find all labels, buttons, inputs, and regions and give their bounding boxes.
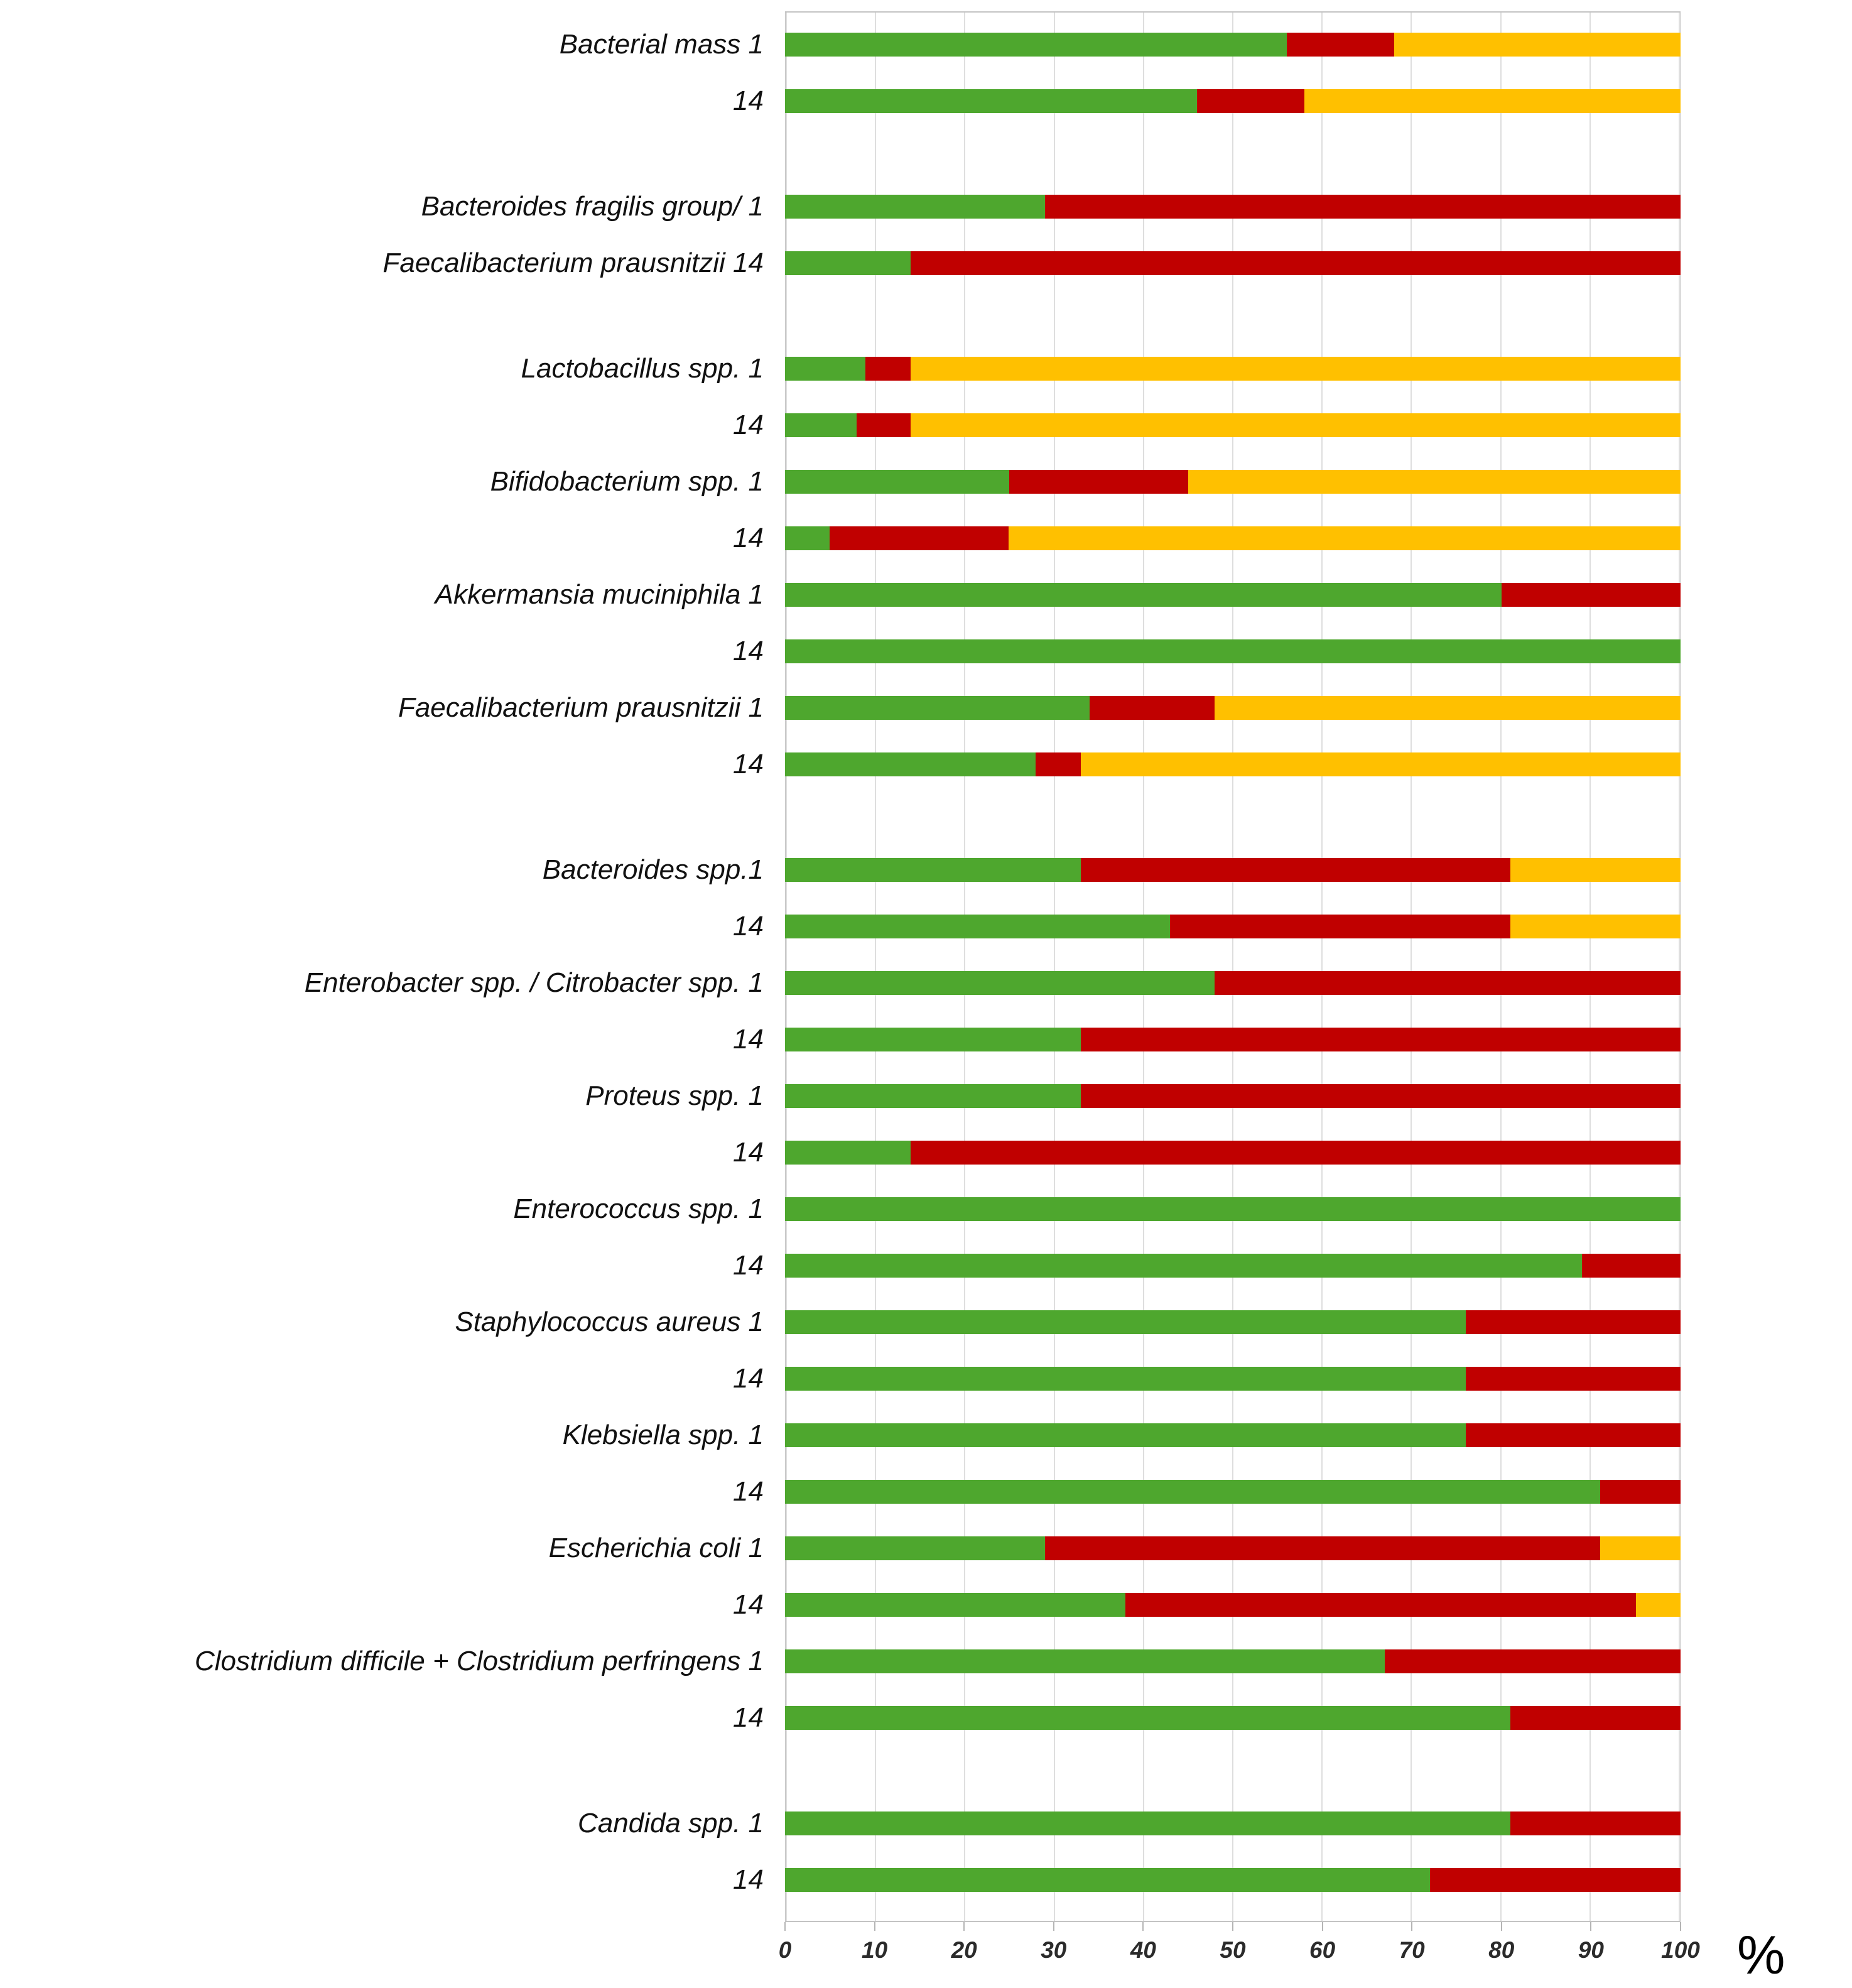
bar-segment-red — [1510, 1811, 1681, 1835]
chart-row — [0, 567, 1852, 623]
chart-row — [0, 178, 1852, 235]
bar-segment-red — [1466, 1310, 1681, 1334]
row-label: Bacteroides spp.1 — [542, 854, 764, 885]
x-axis-tick — [1680, 1922, 1681, 1931]
row-label: 14 — [733, 410, 764, 440]
x-axis-tick — [1411, 1922, 1412, 1931]
bar-segment-orange — [1304, 89, 1681, 113]
bar-segment-orange — [1510, 915, 1681, 938]
bar-segment-green — [785, 752, 1036, 776]
bar-segment-green — [785, 470, 1009, 494]
bar-segment-green — [785, 1367, 1466, 1391]
chart-row — [0, 235, 1852, 291]
percent-axis-label: % — [1737, 1925, 1785, 1985]
bar-segment-red — [1430, 1868, 1681, 1892]
bar-segment-green — [785, 1141, 911, 1165]
bar-segment-green — [785, 357, 865, 381]
bar-segment-green — [785, 1310, 1466, 1334]
bar-segment-orange — [1009, 526, 1681, 550]
bar-segment-green — [785, 1536, 1045, 1560]
bar-segment-green — [785, 526, 830, 550]
bar-segment-red — [1036, 752, 1080, 776]
chart-row — [0, 1690, 1852, 1746]
bar-segment-orange — [911, 357, 1681, 381]
bar-segment-red — [1466, 1367, 1681, 1391]
bar-segment-green — [785, 1423, 1466, 1447]
bar-track — [785, 1593, 1681, 1617]
chart-row — [0, 736, 1852, 793]
bar-segment-red — [1510, 1706, 1681, 1730]
bar-track — [785, 696, 1681, 720]
bar-segment-green — [785, 1254, 1582, 1278]
bar-track — [785, 526, 1681, 550]
row-label: Faecalibacterium prausnitzii 14 — [382, 247, 764, 278]
row-label: Bacterial mass 1 — [559, 29, 764, 60]
x-axis-tick — [874, 1922, 875, 1931]
bar-track — [785, 583, 1681, 607]
row-label: 14 — [733, 85, 764, 116]
row-label: Proteus spp. 1 — [585, 1080, 764, 1111]
x-axis-tick — [963, 1922, 965, 1931]
chart-row — [0, 340, 1852, 397]
bar-track — [785, 251, 1681, 275]
row-label: Bifidobacterium spp. 1 — [490, 466, 764, 497]
row-label: 14 — [733, 1137, 764, 1168]
bar-segment-green — [785, 696, 1090, 720]
bar-track — [785, 752, 1681, 776]
bar-segment-red — [1081, 858, 1510, 882]
chart-row — [0, 1852, 1852, 1908]
bar-track — [785, 1536, 1681, 1560]
x-axis-tick — [1590, 1922, 1591, 1931]
bar-track — [785, 971, 1681, 995]
bar-track — [785, 1197, 1681, 1221]
x-axis-tick — [1322, 1922, 1323, 1931]
bar-segment-orange — [1081, 752, 1681, 776]
chart-row — [0, 1350, 1852, 1407]
chart-row — [0, 1294, 1852, 1350]
chart-row — [0, 842, 1852, 898]
bar-segment-red — [1170, 915, 1510, 938]
row-label: Candida spp. 1 — [578, 1808, 764, 1839]
bar-segment-red — [1502, 583, 1681, 607]
chart-row — [0, 1181, 1852, 1237]
row-label: 14 — [733, 911, 764, 942]
bar-segment-red — [1215, 971, 1681, 995]
bar-track — [785, 1811, 1681, 1835]
bar-segment-red — [1287, 33, 1394, 57]
bar-segment-green — [785, 639, 1681, 663]
bar-segment-green — [785, 971, 1215, 995]
bar-segment-green — [785, 1197, 1681, 1221]
bar-segment-red — [857, 413, 911, 437]
chart-row — [0, 955, 1852, 1011]
x-axis-tick — [1232, 1922, 1233, 1931]
bar-segment-red — [1385, 1649, 1681, 1673]
chart-row — [0, 510, 1852, 567]
bar-segment-green — [785, 583, 1502, 607]
bar-track — [785, 858, 1681, 882]
row-label: Escherichia coli 1 — [548, 1533, 764, 1563]
bar-track — [785, 1310, 1681, 1334]
x-tick-label: 60 — [1309, 1937, 1336, 1963]
row-label: 14 — [733, 1702, 764, 1733]
x-tick-label: 70 — [1399, 1937, 1425, 1963]
chart-row — [0, 397, 1852, 454]
chart-row — [0, 1407, 1852, 1464]
chart-row — [0, 680, 1852, 736]
row-label: 14 — [733, 749, 764, 779]
bar-segment-green — [785, 33, 1287, 57]
chart-row — [0, 454, 1852, 510]
bar-segment-red — [1466, 1423, 1681, 1447]
bar-track — [785, 1367, 1681, 1391]
row-label: 14 — [733, 1250, 764, 1281]
bar-segment-green — [785, 1480, 1600, 1504]
chart-row — [0, 16, 1852, 73]
bar-track — [785, 1084, 1681, 1108]
row-label: Klebsiella spp. 1 — [562, 1420, 764, 1450]
chart-row — [0, 1577, 1852, 1633]
chart-row — [0, 73, 1852, 129]
bar-segment-red — [865, 357, 910, 381]
chart-row — [0, 1520, 1852, 1577]
bar-track — [785, 1706, 1681, 1730]
bar-track — [785, 639, 1681, 663]
bar-segment-orange — [1510, 858, 1681, 882]
bar-segment-green — [785, 89, 1197, 113]
bar-track — [785, 1254, 1681, 1278]
x-tick-label: 90 — [1578, 1937, 1604, 1963]
bar-track — [785, 89, 1681, 113]
bar-segment-red — [1197, 89, 1304, 113]
chart-row — [0, 623, 1852, 680]
x-tick-label: 40 — [1130, 1937, 1156, 1963]
bar-segment-orange — [1636, 1593, 1681, 1617]
bar-segment-green — [785, 413, 857, 437]
chart-row — [0, 1795, 1852, 1852]
row-label: Bacteroides fragilis group/ 1 — [421, 191, 764, 222]
x-tick-label: 50 — [1220, 1937, 1246, 1963]
bar-track — [785, 1480, 1681, 1504]
bar-track — [785, 915, 1681, 938]
row-label: Staphylococcus aureus 1 — [455, 1306, 764, 1337]
bar-segment-green — [785, 1649, 1385, 1673]
bar-segment-orange — [1188, 470, 1681, 494]
x-tick-label: 30 — [1041, 1937, 1067, 1963]
bar-track — [785, 1423, 1681, 1447]
bar-segment-red — [1045, 195, 1681, 219]
row-label: Clostridium difficile + Clostridium perfringens 1 — [195, 1646, 764, 1676]
bar-segment-red — [1081, 1028, 1681, 1051]
bar-segment-green — [785, 1593, 1125, 1617]
bar-track — [785, 1649, 1681, 1673]
bar-segment-red — [1090, 696, 1215, 720]
bar-segment-red — [911, 251, 1681, 275]
bar-track — [785, 357, 1681, 381]
row-label: Akkermansia muciniphila 1 — [435, 579, 764, 610]
bar-segment-red — [1045, 1536, 1600, 1560]
chart-row — [0, 898, 1852, 955]
bar-segment-red — [1009, 470, 1188, 494]
bar-segment-green — [785, 1084, 1081, 1108]
row-label: 14 — [733, 1363, 764, 1394]
bar-segment-red — [1125, 1593, 1636, 1617]
chart-row — [0, 1237, 1852, 1294]
row-label: Faecalibacterium prausnitzii 1 — [398, 692, 764, 723]
row-label: 14 — [733, 1024, 764, 1055]
x-tick-label: 10 — [862, 1937, 888, 1963]
row-label: Lactobacillus spp. 1 — [521, 353, 764, 384]
row-label: 14 — [733, 523, 764, 553]
row-label: 14 — [733, 1589, 764, 1620]
row-label: 14 — [733, 636, 764, 666]
bar-track — [785, 1868, 1681, 1892]
bar-segment-green — [785, 1706, 1510, 1730]
chart-row — [0, 1633, 1852, 1690]
chart-row — [0, 1464, 1852, 1520]
row-label: Enterococcus spp. 1 — [513, 1193, 764, 1224]
bar-segment-red — [1081, 1084, 1681, 1108]
x-axis-tick — [1142, 1922, 1144, 1931]
bar-segment-orange — [1215, 696, 1681, 720]
bar-track — [785, 413, 1681, 437]
bar-track — [785, 1141, 1681, 1165]
bar-segment-green — [785, 251, 911, 275]
x-tick-label: 0 — [778, 1937, 792, 1963]
x-axis-tick — [1501, 1922, 1502, 1931]
x-axis-tick — [1053, 1922, 1054, 1931]
bar-segment-green — [785, 1811, 1510, 1835]
x-tick-label: 20 — [951, 1937, 977, 1963]
x-tick-label: 80 — [1488, 1937, 1515, 1963]
bar-track — [785, 33, 1681, 57]
bar-rows — [0, 16, 1852, 1908]
bar-segment-green — [785, 915, 1170, 938]
chart-row — [0, 1011, 1852, 1068]
bar-track — [785, 1028, 1681, 1051]
chart-row — [0, 1068, 1852, 1124]
bar-segment-green — [785, 195, 1045, 219]
bar-segment-red — [911, 1141, 1681, 1165]
chart-row — [0, 1124, 1852, 1181]
bar-segment-green — [785, 1868, 1430, 1892]
bar-segment-orange — [911, 413, 1681, 437]
bar-track — [785, 195, 1681, 219]
row-label: 14 — [733, 1864, 764, 1895]
bar-segment-green — [785, 1028, 1081, 1051]
bar-segment-orange — [1394, 33, 1681, 57]
x-axis-tick — [784, 1922, 786, 1931]
x-axis — [778, 1922, 1700, 1979]
bar-segment-red — [1582, 1254, 1681, 1278]
bar-segment-orange — [1600, 1536, 1681, 1560]
bar-segment-red — [830, 526, 1009, 550]
row-label: Enterobacter spp. / Citrobacter spp. 1 — [304, 967, 764, 998]
x-tick-label: 100 — [1661, 1937, 1700, 1963]
row-label: 14 — [733, 1476, 764, 1507]
bar-segment-green — [785, 858, 1081, 882]
bar-track — [785, 470, 1681, 494]
bar-segment-red — [1600, 1480, 1681, 1504]
